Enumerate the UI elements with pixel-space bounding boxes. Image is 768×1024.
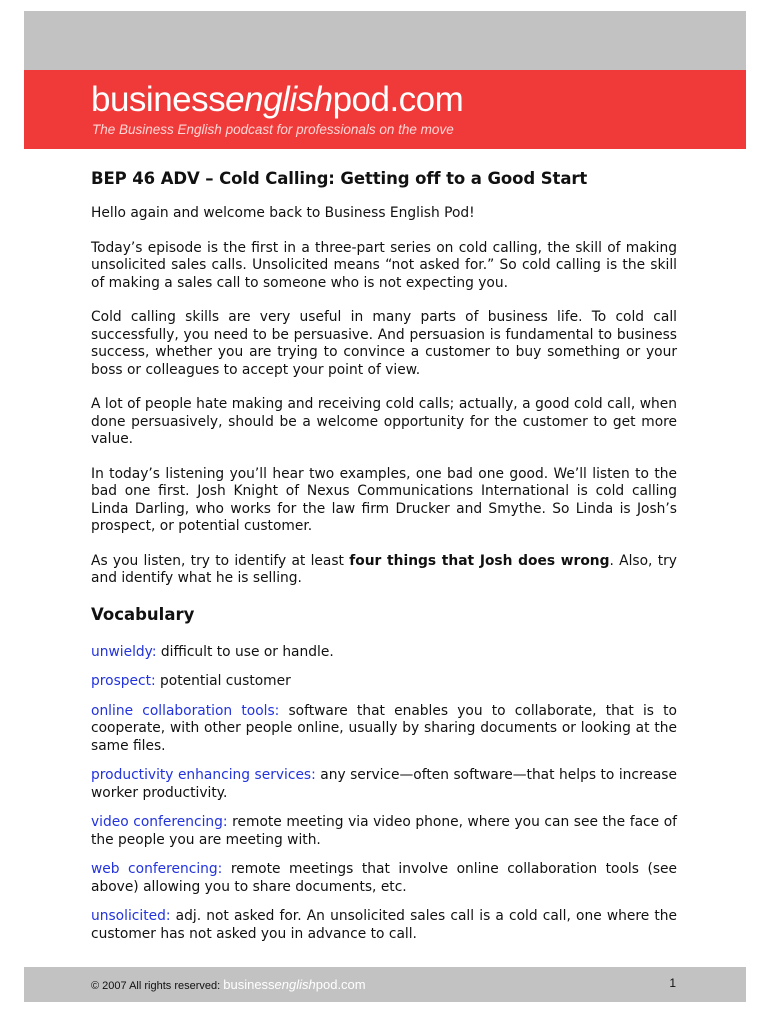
paragraph-cold-calls: A lot of people hate making and receiving cold calls; actually, a good cold call, when done persuasively, should be a welcome opportunity for the customer to get more value. [91, 396, 677, 447]
vocab-item [91, 703, 677, 756]
vocab-item [91, 861, 677, 896]
vocab-definition: difficult to use or handle. [156, 643, 334, 660]
logo-pod: pod.com [332, 80, 464, 119]
paragraph-welcome: Hello again and welcome back to Business English Pod! [91, 205, 475, 221]
paragraph-skills: Cold calling skills are very useful in many parts of business life. To cold call successfully, you need to be persuasive. And persuasion is fundamental to business success, whether you are trying to convince a customer to buy something or your boss or colleagues to accept your point of view. [91, 309, 677, 378]
footer-logo-english: english [274, 977, 316, 992]
vocab-term: video conferencing: [91, 814, 228, 830]
vocab-item [91, 814, 677, 849]
site-tagline: The Business English podcast for professionals on the move [92, 122, 454, 137]
document-page [24, 11, 746, 1014]
vocab-term: web conferencing: [91, 861, 223, 877]
vocab-item [91, 644, 677, 662]
vocab-term: unsolicited: [91, 908, 171, 924]
page-footer [24, 967, 746, 1002]
task-text-end: . Also, try and identify what he is selling. [91, 552, 677, 586]
header-banner [24, 70, 746, 149]
vocab-definition: potential customer [155, 673, 291, 689]
vocabulary-heading: Vocabulary [91, 604, 195, 624]
top-gray-bar [24, 11, 746, 70]
vocab-term: prospect: [91, 673, 156, 689]
footer-logo-business: business [223, 977, 275, 992]
paragraph-listening: In today’s listening you’ll hear two examples, one bad one good. We’ll listen to the bad one first. Josh Knight of Nexus Communications International is cold calling Linda Darling, who works for the law firm Drucker and Smythe. So Linda is Josh’s prospect, or potential customer. [91, 465, 677, 534]
vocab-term: unwieldy: [91, 643, 157, 660]
vocab-definition: remote meetings that involve online collaboration tools (see above) allowing you to share documents, etc. [91, 861, 677, 895]
task-text-start: As you listen, try to identify at least [91, 552, 350, 569]
logo-english: english [225, 80, 333, 119]
footer-logo-pod: pod.com [315, 977, 366, 992]
paragraph-intro: Today’s episode is the first in a three-part series on cold calling, the skill of making unsolicited sales calls. Unsolicited means “not asked for.” So cold calling is the skill of making a sales call to someone who is not expecting you. [91, 239, 677, 291]
paragraph-task [91, 553, 677, 588]
main-content [91, 169, 677, 955]
vocab-definition: adj. not asked for. An unsolicited sales call is a cold call, one where the customer has not asked you in advance to call. [91, 908, 677, 942]
vocab-definition: software that enables you to collaborate, that is to cooperate, with other people online, usually by sharing documents or looking at the same files. [91, 702, 677, 754]
copyright-notice [91, 977, 366, 992]
vocab-item [91, 767, 677, 802]
vocab-term: online collaboration tools: [91, 702, 280, 719]
footer-logo[interactable] [223, 977, 365, 992]
vocab-item [91, 908, 677, 943]
vocab-definition: remote meeting via video phone, where you can see the face of the people you are meeting with. [91, 814, 677, 848]
vocab-definition: any service—often software—that helps to increase worker productivity. [91, 767, 677, 801]
task-emphasis: four things that Josh does wrong [349, 552, 610, 569]
vocab-term: productivity enhancing services: [91, 767, 316, 783]
site-logo[interactable] [91, 80, 463, 120]
document-title: BEP 46 ADV – Cold Calling: Getting off to a Good Start [91, 169, 588, 188]
page-number: 1 [669, 976, 676, 990]
copyright-text: © 2007 All rights reserved: [91, 980, 224, 992]
logo-business: business [91, 80, 226, 119]
vocab-item [91, 673, 677, 691]
